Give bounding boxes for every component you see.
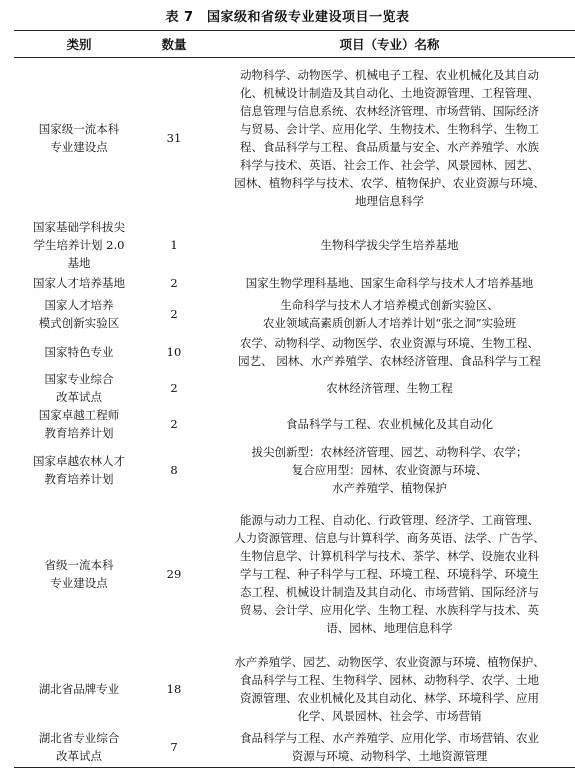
projects-cell: [204, 334, 575, 370]
table-body: [14, 58, 575, 768]
project-line: 农业领域高素质创新人才培养计划“张之洞”实验班: [262, 315, 517, 330]
category-line: 省级一流本科: [44, 557, 114, 572]
project-line: 生物科学拔尖学生培养基地: [320, 237, 459, 252]
category-line: 教育培养计划: [44, 425, 114, 440]
category-line: 湖北省品牌专业: [38, 681, 120, 696]
projects-cell: [204, 294, 575, 334]
category-cell: [14, 58, 144, 218]
project-line: 态工程、机械设计制造及其自动化、市场营销、国际经济与: [240, 584, 539, 599]
category-line: 学生培养计划 2.0: [33, 237, 125, 252]
count-cell: 31: [166, 130, 182, 145]
category-line: 教育培养计划: [44, 471, 114, 486]
table-row: [14, 272, 575, 294]
project-line: 农学、动物科学、动物医学、农业资源与环境、生物工程、: [240, 335, 539, 350]
category-line: 湖北省专业综合: [38, 731, 120, 746]
count-cell: 2: [170, 275, 178, 290]
header-category: 类别: [14, 31, 144, 58]
category-line: 基地: [67, 255, 91, 270]
projects-table: [14, 30, 575, 768]
count-cell: 18: [166, 681, 182, 696]
project-line: 学与工程、种子科学与工程、环境工程、环境科学、环境生: [240, 566, 539, 581]
table-title: 表 7 国家级和省级专业建设项目一览表: [165, 10, 410, 25]
category-line: 国家卓越农林人才: [33, 453, 125, 468]
table-row: [14, 728, 575, 768]
project-line: 生命科学与技术人才培养模式创新实验区、: [280, 297, 499, 312]
count-cell: 1: [170, 237, 178, 252]
project-line: 资源与环境、动物科学、土地资源管理: [291, 749, 488, 764]
project-line: 地理信息科学: [355, 193, 424, 208]
table-row: [14, 442, 575, 498]
header-count: 数量: [144, 31, 204, 58]
projects-cell: [204, 442, 575, 498]
projects-cell: [204, 370, 575, 406]
project-line: 食品科学与工程、水产养殖学、应用化学、市场营销、农业: [240, 731, 539, 746]
count-cell: 2: [170, 306, 178, 321]
projects-cell: [204, 218, 575, 272]
category-line: 改革试点: [56, 389, 102, 404]
table-row: [14, 218, 575, 272]
project-line: 化、机械设计制造及其自动化、土地资源管理、工程管理、: [240, 85, 539, 100]
project-line: 人力资源管理、信息与计算科学、商务英语、法学、广告学、: [234, 530, 545, 545]
header-projects: 项目（专业）名称: [204, 31, 575, 58]
category-line: 国家专业综合: [44, 371, 114, 386]
table-row: [14, 294, 575, 334]
category-cell: [14, 334, 144, 370]
project-line: 资源管理、农业机械化及其自动化、林学、环境科学、应用: [240, 690, 539, 705]
category-cell: [14, 370, 144, 406]
table-row: [14, 58, 575, 218]
count-cell: 7: [144, 728, 204, 768]
projects-cell: [204, 272, 575, 294]
table-header-row: [14, 31, 575, 58]
table-row: [14, 370, 575, 406]
projects-cell: [204, 498, 575, 650]
project-line: 语、园林、地理信息科学: [326, 620, 453, 635]
project-line: 复合应用型：园林、农业资源与环境、: [291, 462, 488, 477]
count-cell: 2: [170, 416, 178, 431]
count-cell: 29: [166, 566, 182, 581]
project-line: 水产养殖学、植物保护: [332, 480, 447, 495]
category-cell: [14, 272, 144, 294]
category-cell: [14, 406, 144, 442]
category-cell: [14, 442, 144, 498]
project-line: 生物信息学、计算机科学与技术、茶学、林学、设施农业科: [240, 548, 539, 563]
category-line: 专业建设点: [50, 575, 108, 590]
table-row: [14, 498, 575, 650]
project-line: 信息管理与信息系统、农林经济管理、市场营销、国际经济: [240, 103, 539, 118]
project-line: 水产养殖学、园艺、动物医学、农业资源与环境、植物保护、: [234, 654, 545, 669]
count-cell: 8: [170, 462, 178, 477]
projects-cell: [204, 728, 575, 768]
category-line: 国家卓越工程师: [38, 407, 120, 422]
category-cell: [14, 294, 144, 334]
category-cell: [14, 218, 144, 272]
category-line: 改革试点: [56, 749, 102, 764]
project-line: 动物科学、动物医学、机械电子工程、农业机械化及其自动: [240, 67, 539, 82]
project-line: 园艺、 园林、水产养殖学、农林经济管理、食品科学与工程: [238, 353, 541, 368]
category-line: 国家基础学科拔尖: [33, 219, 125, 234]
project-line: 与贸易、会计学、应用化学、生物技术、生物科学、生物工: [240, 121, 539, 136]
count-cell: 2: [170, 380, 178, 395]
project-line: 食品科学与工程、生物科学、园林、动物科学、农学、土地: [240, 672, 539, 687]
category-line: 国家级一流本科: [38, 121, 120, 136]
project-line: 科学与技术、英语、社会工作、社会学、风景园林、园艺、: [240, 157, 539, 172]
project-line: 园林、植物科学与技术、农学、植物保护、农业资源与环境、: [234, 175, 545, 190]
project-line: 程、食品科学与工程、食品质量与安全、水产养殖学、水族: [240, 139, 539, 154]
category-line: 国家特色专业: [44, 344, 114, 359]
category-line: 专业建设点: [50, 139, 108, 154]
projects-cell: [204, 650, 575, 728]
category-cell: [14, 728, 144, 768]
category-line: 国家人才培养基地: [33, 275, 125, 290]
project-line: 化学、风景园林、社会学、市场营销: [297, 708, 482, 723]
table-row: [14, 406, 575, 442]
projects-cell: [204, 406, 575, 442]
project-line: 拔尖创新型：农林经济管理、园艺、动物科学、农学；: [251, 444, 528, 459]
count-cell: 10: [166, 344, 182, 359]
project-line: 农林经济管理、生物工程: [326, 380, 453, 395]
projects-cell: [204, 58, 575, 218]
project-line: 能源与动力工程、自动化、行政管理、经济学、工商管理、: [240, 512, 539, 527]
project-line: 国家生物学理科基地、国家生命科学与技术人才培养基地: [245, 275, 534, 290]
project-line: 贸易、会计学、应用化学、生物工程、水族科学与技术、英: [240, 602, 539, 617]
table-row: [14, 334, 575, 370]
category-cell: [14, 650, 144, 728]
table-row: [14, 650, 575, 728]
category-cell: [14, 498, 144, 650]
category-line: 模式创新实验区: [38, 315, 120, 330]
project-line: 食品科学与工程、农业机械化及其自动化: [286, 416, 493, 431]
category-line: 国家人才培养: [44, 297, 114, 312]
